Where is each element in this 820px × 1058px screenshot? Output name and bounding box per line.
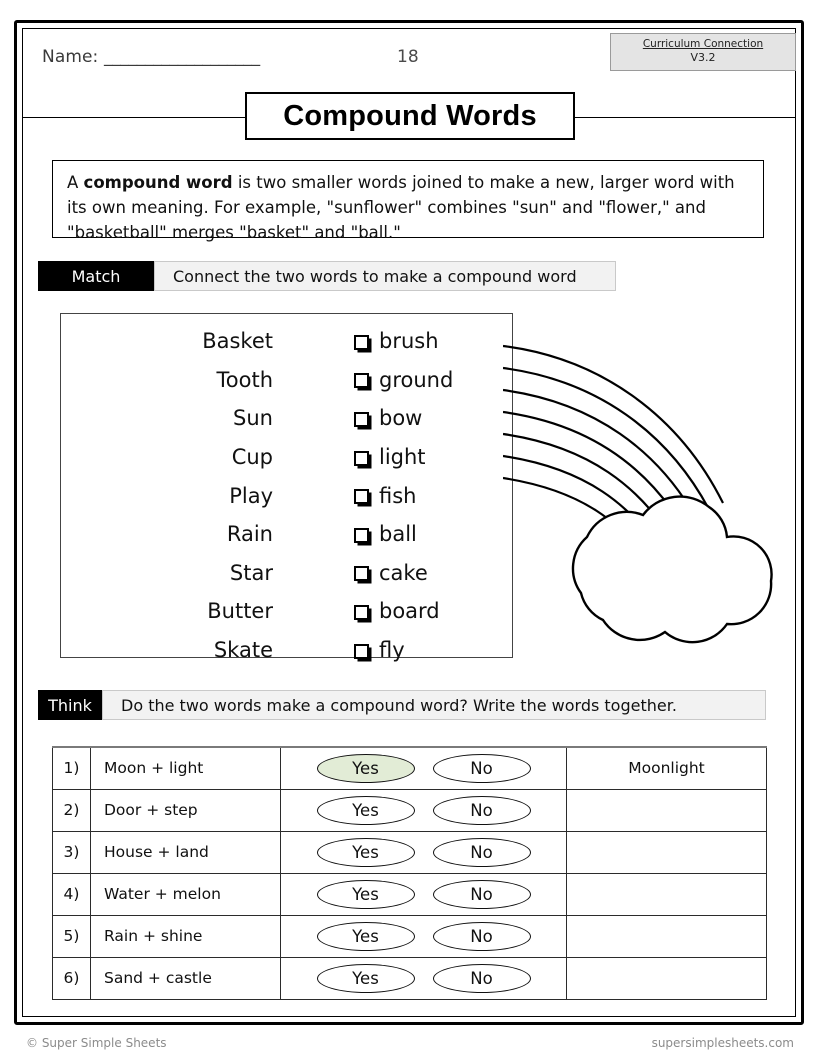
row-options [281,747,567,789]
think-answer-table [52,746,767,1000]
match-left-word[interactable]: Play [229,483,273,508]
match-right-option[interactable] [273,561,512,585]
page-number: 18 [397,47,419,67]
think-section-tag: Think [38,690,102,720]
think-section-instruction: Do the two words make a compound word? Write the words together. [102,690,766,720]
table-row [53,915,767,957]
table-row [53,789,767,831]
match-right-word: fish [379,483,417,508]
match-section-bar [38,261,616,291]
option-yes[interactable]: Yes [317,796,415,825]
table-row [53,957,767,999]
row-options [281,915,567,957]
row-number: 3) [53,831,91,873]
row-answer-field[interactable] [567,789,767,831]
match-section-tag: Match [38,261,154,291]
match-row [61,322,512,361]
name-label: Name: [42,47,99,67]
match-row [61,361,512,400]
option-no[interactable]: No [433,838,531,867]
match-right-option[interactable] [273,522,512,546]
row-number: 1) [53,747,91,789]
match-left-word[interactable]: Cup [231,445,273,470]
match-right-option[interactable] [273,599,512,623]
option-no[interactable]: No [433,796,531,825]
option-yes[interactable]: Yes [317,964,415,993]
match-right-word: ground [379,367,454,392]
footer-copyright: © Super Simple Sheets [26,1036,167,1050]
row-options [281,873,567,915]
match-left-word[interactable]: Rain [226,522,273,547]
checkbox-icon[interactable] [354,489,369,504]
row-options [281,789,567,831]
row-word-pair: Sand + castle [91,957,281,999]
yes-no-options [281,916,566,957]
match-right-word: light [379,445,426,470]
definition-rest: is two smaller words joined to make a new, larger word with its own meaning. For example, "sunflower" combines "sun" and "flower," and "basketball" merges "basket" and "ball." [67,173,735,242]
match-right-option[interactable] [273,445,512,469]
row-word-pair: Rain + shine [91,915,281,957]
checkbox-icon[interactable] [354,412,369,427]
option-no[interactable]: No [433,754,531,783]
match-row [61,476,512,515]
match-right-option[interactable] [273,484,512,508]
match-right-word: board [379,599,440,624]
row-options [281,957,567,999]
match-left-word[interactable]: Basket [202,329,273,354]
option-yes[interactable]: Yes [317,754,415,783]
page-title-box [245,92,575,140]
match-row [61,438,512,477]
option-yes[interactable]: Yes [317,838,415,867]
table-row [53,831,767,873]
yes-no-options [281,832,566,873]
match-right-word: bow [379,406,423,431]
checkbox-icon[interactable] [354,644,369,659]
curriculum-connection-badge [610,33,796,71]
match-right-word: cake [379,560,428,585]
row-number: 5) [53,915,91,957]
curriculum-connection-title: Curriculum Connection [642,38,764,50]
row-number: 4) [53,873,91,915]
row-answer-field[interactable] [567,873,767,915]
match-row [61,399,512,438]
definition-term: compound word [83,173,233,192]
match-right-option[interactable] [273,638,512,662]
think-section-bar [38,690,766,720]
match-left-word[interactable]: Sun [233,406,273,431]
curriculum-connection-version: V3.2 [690,51,716,64]
match-right-word: fly [379,638,405,663]
match-words-box [60,313,513,663]
option-no[interactable]: No [433,964,531,993]
option-yes[interactable]: Yes [317,880,415,909]
match-right-option[interactable] [273,406,512,430]
checkbox-icon[interactable] [354,335,369,350]
checkbox-icon[interactable] [354,566,369,581]
option-no[interactable]: No [433,922,531,951]
definition-lead: A [67,173,84,192]
yes-no-options [281,748,566,789]
row-answer-field[interactable] [567,831,767,873]
match-right-word: ball [379,522,417,547]
match-row [61,554,512,593]
match-left-word[interactable]: Butter [207,599,273,624]
row-answer-field[interactable] [567,957,767,999]
match-right-option[interactable] [273,329,512,353]
row-word-pair: Moon + light [91,747,281,789]
row-answer-field[interactable] [567,915,767,957]
yes-no-options [281,790,566,831]
match-row [61,631,512,670]
match-left-word[interactable]: Star [229,560,273,585]
match-rows [61,322,512,669]
row-answer-field[interactable]: Moonlight [567,747,767,789]
definition-box [52,160,764,242]
match-left-word[interactable]: Skate [213,638,273,663]
row-word-pair: Water + melon [91,873,281,915]
definition-text [67,170,749,245]
match-left-word[interactable]: Tooth [216,367,273,392]
table-row [53,873,767,915]
row-word-pair: House + land [91,831,281,873]
checkbox-icon[interactable] [354,373,369,388]
row-number: 6) [53,957,91,999]
page-title: Compound Words [283,99,537,132]
row-options [281,831,567,873]
match-right-word: brush [379,329,439,354]
table-row [53,747,767,789]
yes-no-options [281,874,566,915]
checkbox-icon[interactable] [354,528,369,543]
checkbox-icon[interactable] [354,451,369,466]
option-yes[interactable]: Yes [317,922,415,951]
match-row [61,515,512,554]
checkbox-icon[interactable] [354,605,369,620]
row-word-pair: Door + step [91,789,281,831]
name-blank-line[interactable]: ___________________ [104,47,260,67]
match-row [61,592,512,631]
match-right-option[interactable] [273,368,512,392]
match-section-instruction: Connect the two words to make a compound word [154,261,616,291]
yes-no-options [281,958,566,999]
row-number: 2) [53,789,91,831]
option-no[interactable]: No [433,880,531,909]
footer-website: supersimplesheets.com [651,1036,794,1050]
